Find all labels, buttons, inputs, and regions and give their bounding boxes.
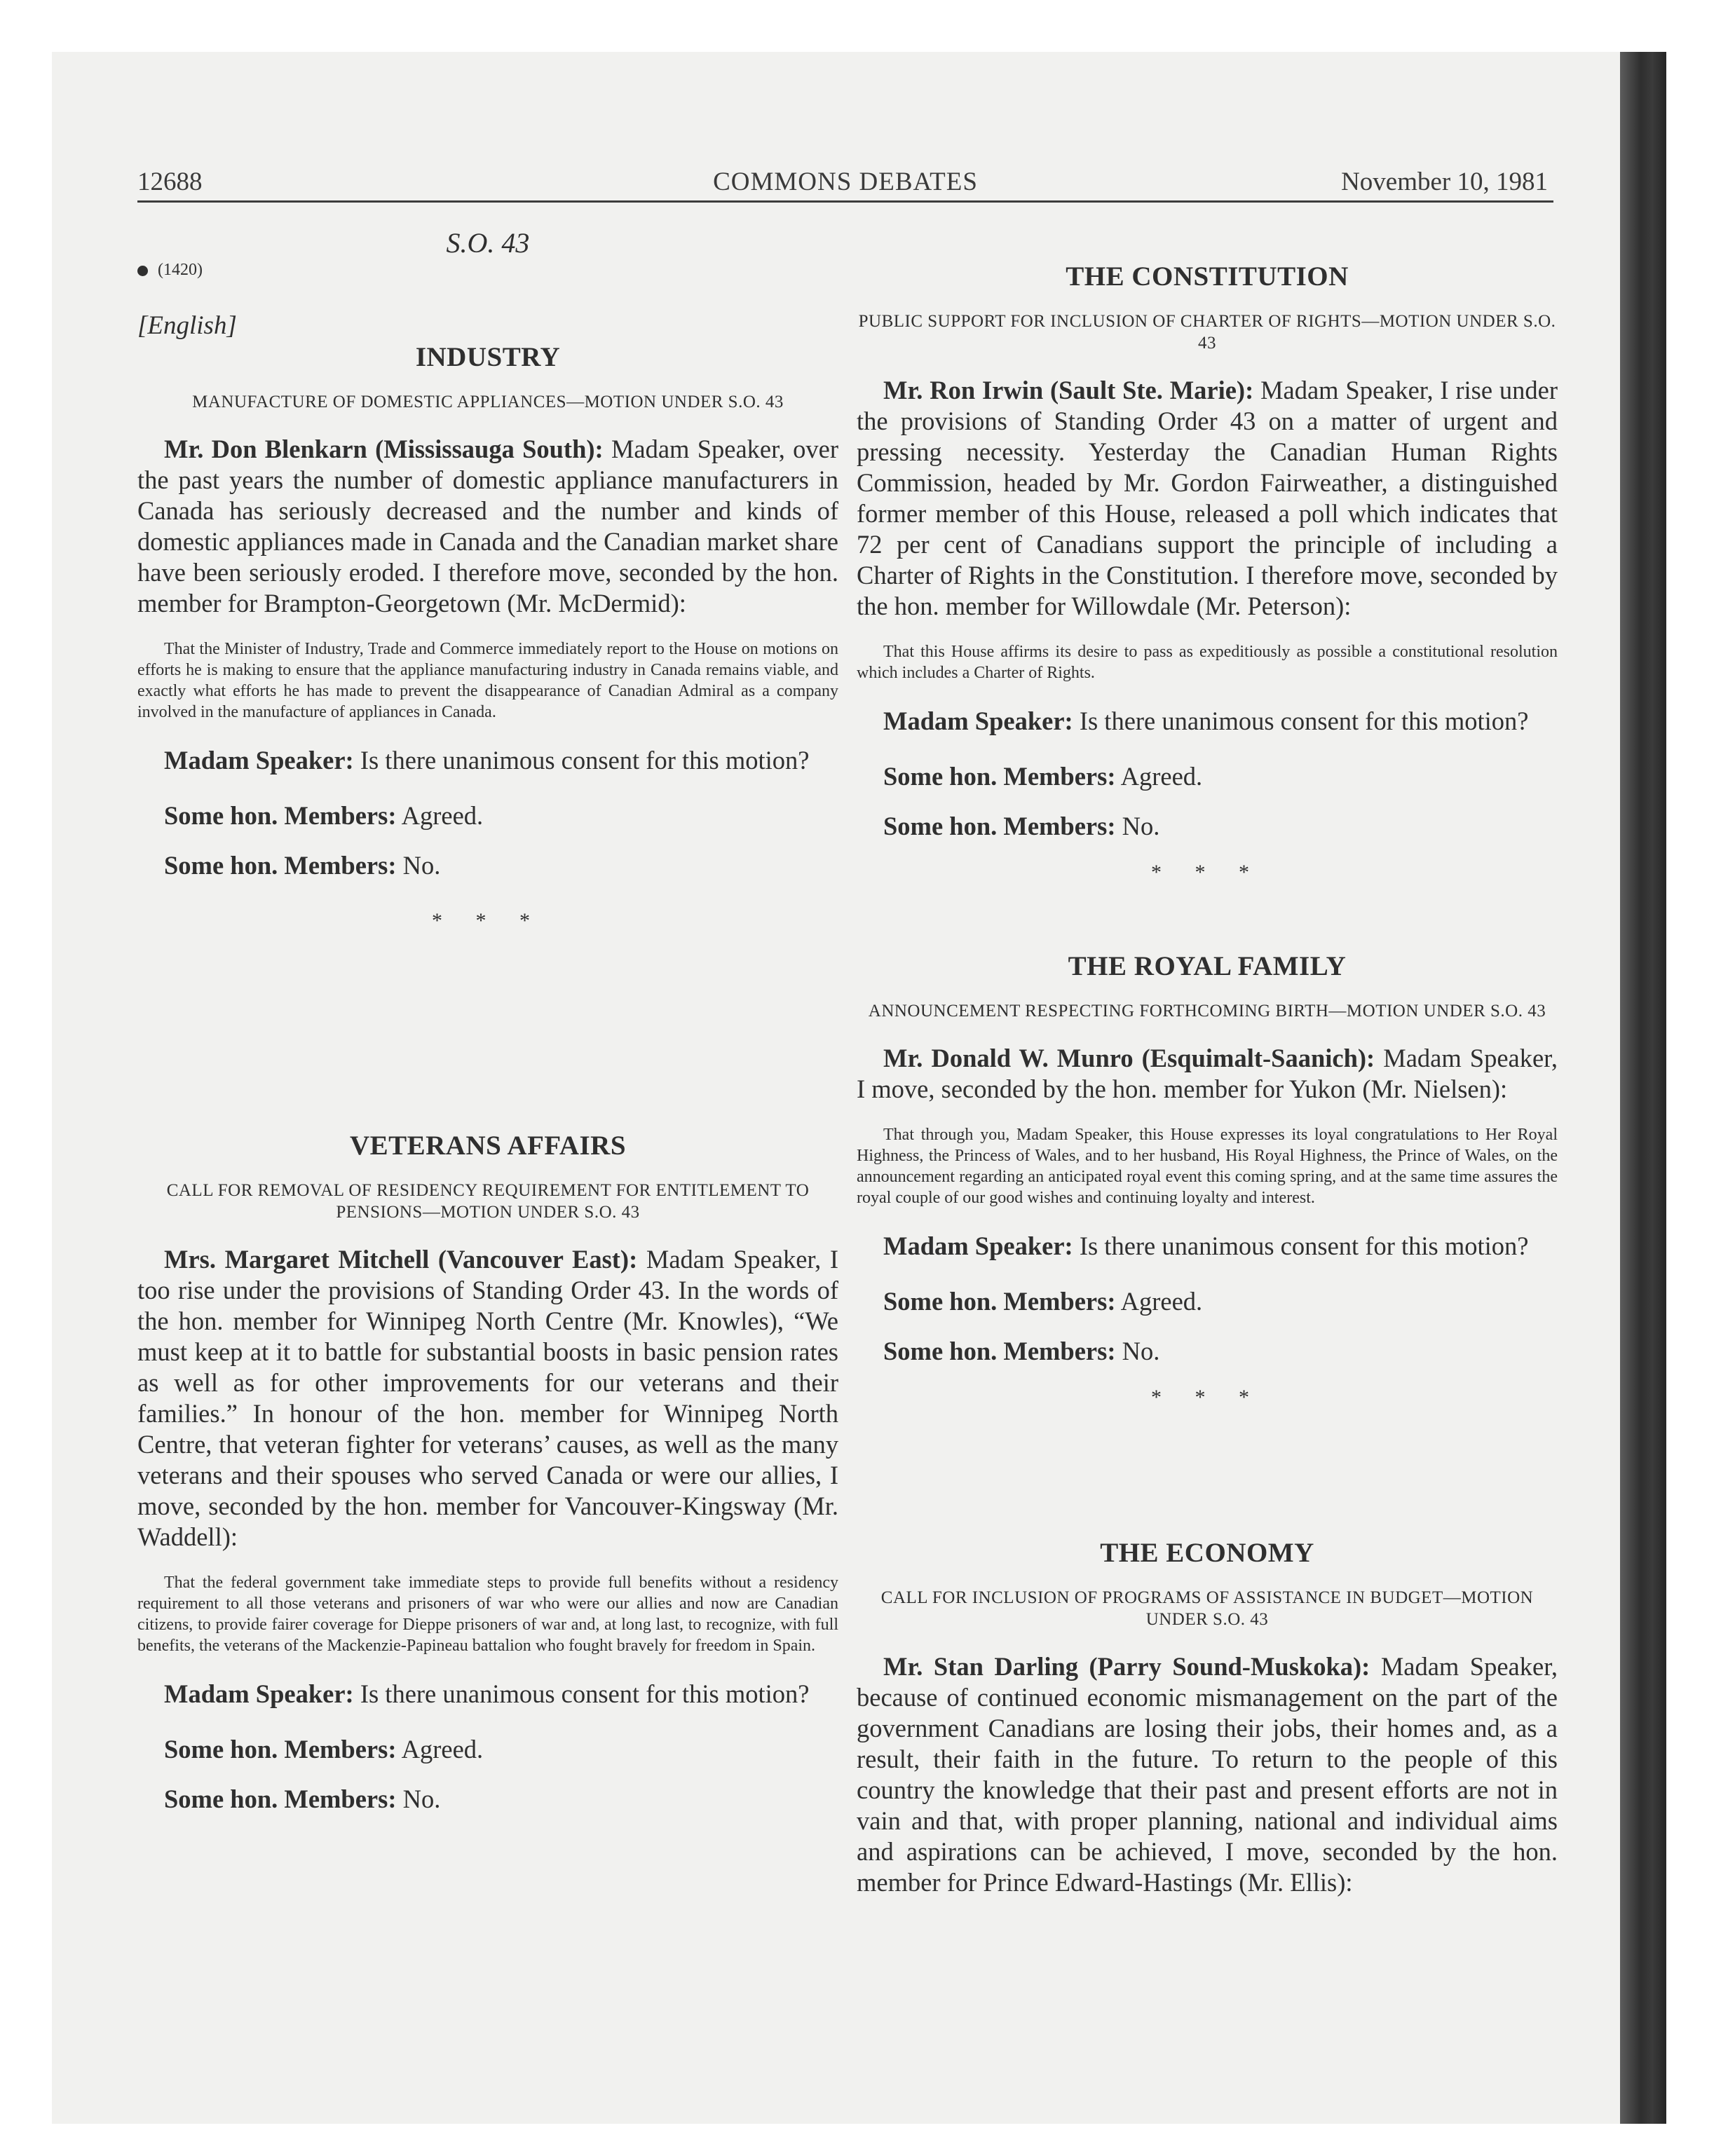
reply-text: No. xyxy=(1122,812,1160,840)
bullet-icon xyxy=(137,266,148,276)
left-column xyxy=(137,0,838,2156)
section-separator: * * * xyxy=(1151,1386,1263,1409)
speech xyxy=(137,434,838,619)
reply-text: No. xyxy=(402,1785,441,1813)
section-subtitle: CALL FOR REMOVAL OF RESIDENCY REQUIREMENT FOR ENTITLEMENT TO PENSIONS—MOTION UNDER S.O. 43 xyxy=(166,1181,810,1222)
section-title: VETERANS AFFAIRS xyxy=(349,1131,627,1161)
section-industry xyxy=(137,341,838,976)
speech-text: Madam Speaker, because of continued economic mismanagement on the part of the government Canadians are losing their jobs, their homes and, as a result, their faith in the future. To return to the people of this country the knowledge that their past and present efforts are not in vain and that, with proper planning, national and individual aims and aspirations can be achieved, I move, seconded by the hon. member for Prince Edward-Hastings (Mr. Ellis): xyxy=(857,1652,1558,1897)
section-title: THE ECONOMY xyxy=(1100,1538,1314,1568)
question-text: Is there unanimous consent for this motion? xyxy=(1079,707,1529,735)
speaker-name: Some hon. Members: xyxy=(164,1735,397,1763)
speaker-name: Some hon. Members: xyxy=(883,762,1116,791)
reply-text: Agreed. xyxy=(1120,1287,1203,1316)
section-title: THE CONSTITUTION xyxy=(1066,261,1349,292)
section-subtitle: MANUFACTURE OF DOMESTIC APPLIANCES—MOTION UNDER S.O. 43 xyxy=(192,393,784,411)
timestamp xyxy=(137,261,203,280)
section-subtitle: PUBLIC SUPPORT FOR INCLUSION OF CHARTER OF RIGHTS—MOTION UNDER S.O. 43 xyxy=(858,312,1556,353)
members-reply xyxy=(137,800,838,831)
speech-text: Madam Speaker, I rise under the provisions of Standing Order 43 on a matter of urgent and pressing necessity. Yesterday the Canadian Human Rights Commission, headed by Mr. Gordon Fairweather, a distinguished former member of this House, released a poll which indicates that 72 per cent of Canadians support the principle of including a Charter of Rights in the Constitution. I therefore move, seconded by the hon. member for Willowdale (Mr. Peterson): xyxy=(857,376,1558,620)
section-title: THE ROYAL FAMILY xyxy=(1068,951,1347,981)
speaker-name: Some hon. Members: xyxy=(164,851,397,880)
speech-text: Madam Speaker, I too rise under the provisions of Standing Order 43. In the words of the hon. member for Winnipeg North Centre (Mr. Knowles), “We must keep at it to battle for substantial boosts in basic pension rates as well as for other improvements for our veterans and their families.” In honour of the hon. member for Winnipeg North Centre, that veteran fighter for veterans’ causes, as well as the many veterans and their spouses who served Canada or were our allies, I move, seconded by the hon. member for Vancouver-Kingsway (Mr. Waddell): xyxy=(137,1245,838,1551)
page-number: 12688 xyxy=(137,168,203,196)
speaker-question xyxy=(137,745,838,776)
reply-text: Agreed. xyxy=(401,1735,484,1763)
members-reply xyxy=(857,761,1558,792)
speech-text: Madam Speaker, I move, seconded by the hon. member for Yukon (Mr. Nielsen): xyxy=(857,1044,1558,1103)
speech xyxy=(857,1043,1558,1105)
right-column xyxy=(857,0,1558,2156)
speaker-name: Some hon. Members: xyxy=(164,801,397,830)
motion-text: That the Minister of Industry, Trade and Commerce immediately report to the House on motions on efforts he is making to ensure that the appliance manufacturing industry in Canada remains viable, and exactly what efforts he has made to prevent the disappearance of Canadian Admiral as a company involved in the manufacture of appliances in Canada. xyxy=(137,640,838,721)
publication-title: COMMONS DEBATES xyxy=(713,168,978,196)
section-subtitle: ANNOUNCEMENT RESPECTING FORTHCOMING BIRTH—MOTION UNDER S.O. 43 xyxy=(868,1002,1546,1021)
speaker-question xyxy=(857,1231,1558,1262)
reply-text: Agreed. xyxy=(1120,762,1203,791)
section-subtitle: CALL FOR INCLUSION OF PROGRAMS OF ASSISTANCE IN BUDGET—MOTION UNDER S.O. 43 xyxy=(880,1588,1534,1629)
members-reply xyxy=(857,1286,1558,1317)
speech xyxy=(857,375,1558,622)
speaker-name: Mr. Donald W. Munro (Esquimalt-Saanich): xyxy=(883,1044,1375,1072)
standing-order-heading: S.O. 43 xyxy=(446,227,530,259)
speaker-name: Madam Speaker: xyxy=(164,1679,354,1708)
speaker-name: Some hon. Members: xyxy=(883,1287,1116,1316)
speaker-name: Madam Speaker: xyxy=(164,746,354,775)
speaker-name: Some hon. Members: xyxy=(883,812,1116,840)
motion-text: That the federal government take immediate steps to provide full benefits without a residency requirement to all those veterans and prisoners of war who were our allies and now are Canadian citizens, to provide fairer coverage for Dieppe prisoners of war and, at long last, to recognize, with full benefits, the veterans of the Mackenzie-Papineau battalion who fought bravely for freedom in Spain. xyxy=(137,1574,838,1655)
reply-text: No. xyxy=(1122,1337,1160,1365)
speech-text: Madam Speaker, over the past years the number of domestic appliance manufacturers in Canada has seriously decreased and the number and kinds of domestic appliances made in Canada and the Canadian market share have been seriously eroded. I therefore move, seconded by the hon. member for Brampton-Georgetown (Mr. McDermid): xyxy=(137,435,839,618)
language-marker: [English] xyxy=(137,311,237,340)
speaker-name: Mr. Don Blenkarn (Mississauga South): xyxy=(164,435,604,463)
motion-text: That this House affirms its desire to pass as expeditiously as possible a constitutional resolution which includes a Charter of Rights. xyxy=(857,643,1558,682)
members-reply xyxy=(857,1336,1558,1367)
members-reply xyxy=(137,1734,838,1765)
section-title: INDUSTRY xyxy=(415,342,561,372)
speaker-name: Some hon. Members: xyxy=(164,1785,397,1813)
speaker-name: Mr. Ron Irwin (Sault Ste. Marie): xyxy=(883,376,1254,404)
question-text: Is there unanimous consent for this motion? xyxy=(1079,1231,1529,1260)
members-reply xyxy=(857,811,1558,842)
scan-dark-edge xyxy=(1620,52,1666,2124)
section-economy xyxy=(857,1537,1558,1898)
question-text: Is there unanimous consent for this motion? xyxy=(360,1679,810,1708)
section-constitution xyxy=(857,261,1558,917)
timestamp-label: (1420) xyxy=(158,261,203,279)
speaker-name: Mr. Stan Darling (Parry Sound-Muskoka): xyxy=(883,1652,1370,1681)
section-separator: * * * xyxy=(432,909,544,932)
speaker-name: Mrs. Margaret Mitchell (Vancouver East): xyxy=(164,1245,638,1274)
members-reply xyxy=(137,850,838,881)
section-veterans xyxy=(137,1130,838,1834)
reply-text: Agreed. xyxy=(401,801,484,830)
speaker-question xyxy=(857,706,1558,737)
speaker-name: Madam Speaker: xyxy=(883,1231,1073,1260)
section-separator: * * * xyxy=(1151,861,1263,884)
speech xyxy=(857,1651,1558,1898)
members-reply xyxy=(137,1784,838,1815)
sitting-date: November 10, 1981 xyxy=(1341,168,1548,196)
question-text: Is there unanimous consent for this motion? xyxy=(360,746,810,775)
speaker-name: Madam Speaker: xyxy=(883,707,1073,735)
reply-text: No. xyxy=(402,851,441,880)
motion-text: That through you, Madam Speaker, this House expresses its loyal congratulations to Her Royal Highness, the Princess of Wales, and to her husband, His Royal Highness, the Prince of Wales, on the announcement regarding an anticipated royal event this coming spring, and at the same time assures the royal couple of our good wishes and continuing loyalty and interest. xyxy=(857,1126,1558,1207)
speech xyxy=(137,1244,838,1553)
speaker-question xyxy=(137,1679,838,1710)
section-royal-family xyxy=(857,950,1558,1442)
speaker-name: Some hon. Members: xyxy=(883,1337,1116,1365)
